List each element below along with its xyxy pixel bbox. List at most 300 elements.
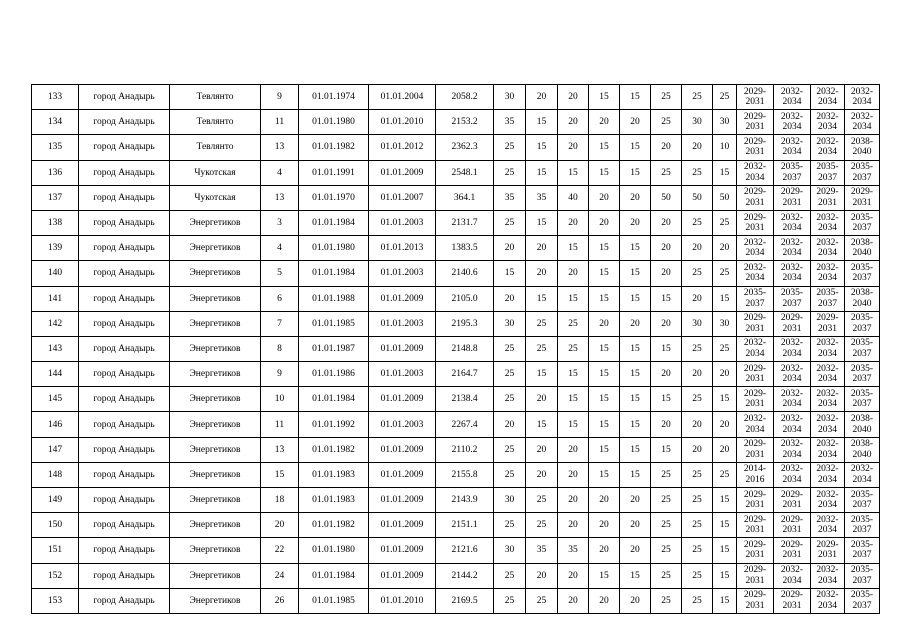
area-cell: 2151.1 xyxy=(436,513,494,538)
wear-value-cell: 35 xyxy=(526,185,558,210)
wear-value-cell: 15 xyxy=(526,210,558,235)
repair-period-cell xyxy=(811,261,845,286)
period-end: 2031 xyxy=(782,197,802,208)
area-cell: 2140.6 xyxy=(436,261,494,286)
period-end: 2034 xyxy=(818,348,837,359)
period-end: 2034 xyxy=(852,474,872,485)
row-number-cell: 149 xyxy=(32,488,79,513)
wear-value-cell: 20 xyxy=(651,362,682,387)
wear-value-cell: 15 xyxy=(620,437,651,462)
period-end: 2034 xyxy=(818,223,837,234)
wear-value-cell: 20 xyxy=(589,311,620,336)
city-cell: город Анадырь xyxy=(79,261,170,286)
period-end: 2034 xyxy=(782,474,802,485)
wear-value-cell: 35 xyxy=(494,110,526,135)
wear-value-cell: 25 xyxy=(682,538,713,563)
repair-period-cell xyxy=(737,85,774,110)
wear-value-cell: 15 xyxy=(526,362,558,387)
wear-value-cell: 25 xyxy=(682,513,713,538)
period-end: 2034 xyxy=(818,600,837,611)
commission-date-cell: 01.01.1992 xyxy=(299,412,369,437)
period-start: 2029- xyxy=(743,590,767,601)
wear-value-cell: 25 xyxy=(713,462,737,487)
period-start: 2032- xyxy=(816,338,839,349)
period-start: 2035- xyxy=(850,388,874,399)
period-end: 2031 xyxy=(745,600,765,611)
wear-value-cell: 25 xyxy=(494,563,526,588)
period-start: 2029- xyxy=(743,514,767,525)
repair-period-cell xyxy=(737,488,774,513)
wear-value-cell: 15 xyxy=(589,387,620,412)
wear-value-cell: 15 xyxy=(526,160,558,185)
wear-value-cell: 20 xyxy=(620,513,651,538)
wear-value-cell: 20 xyxy=(526,387,558,412)
wear-value-cell: 15 xyxy=(713,538,737,563)
last-repair-date-cell: 01.01.2009 xyxy=(369,160,436,185)
wear-value-cell: 25 xyxy=(713,261,737,286)
last-repair-date-cell: 01.01.2003 xyxy=(369,362,436,387)
table-row xyxy=(32,210,880,235)
repair-period-cell xyxy=(774,210,811,235)
street-cell: Энергетиков xyxy=(170,336,261,361)
wear-value-cell: 20 xyxy=(494,412,526,437)
wear-value-cell: 25 xyxy=(682,387,713,412)
city-cell: город Анадырь xyxy=(79,236,170,261)
period-end: 2034 xyxy=(745,348,765,359)
repair-period-cell xyxy=(845,362,880,387)
wear-value-cell: 25 xyxy=(558,311,589,336)
table-row xyxy=(32,588,880,613)
period-start: 2032- xyxy=(780,136,804,147)
table-row xyxy=(32,286,880,311)
period-end: 2034 xyxy=(818,424,837,435)
repair-period-cell xyxy=(845,437,880,462)
period-end: 2037 xyxy=(852,323,872,334)
wear-value-cell: 15 xyxy=(589,135,620,160)
wear-value-cell: 25 xyxy=(526,588,558,613)
wear-value-cell: 20 xyxy=(558,261,589,286)
wear-value-cell: 15 xyxy=(651,286,682,311)
wear-value-cell: 20 xyxy=(558,488,589,513)
wear-value-cell: 15 xyxy=(558,362,589,387)
wear-value-cell: 20 xyxy=(620,488,651,513)
wear-value-cell: 30 xyxy=(494,311,526,336)
commission-date-cell: 01.01.1980 xyxy=(299,110,369,135)
wear-value-cell: 20 xyxy=(620,210,651,235)
repair-period-cell xyxy=(737,336,774,361)
repair-period-cell xyxy=(774,488,811,513)
period-start: 2032- xyxy=(816,136,839,147)
period-end: 2034 xyxy=(818,500,837,511)
period-end: 2034 xyxy=(782,223,802,234)
wear-value-cell: 15 xyxy=(589,362,620,387)
wear-value-cell: 15 xyxy=(620,85,651,110)
repair-period-cell xyxy=(811,538,845,563)
wear-value-cell: 25 xyxy=(682,588,713,613)
wear-value-cell: 10 xyxy=(713,135,737,160)
wear-value-cell: 20 xyxy=(526,261,558,286)
period-start: 2038- xyxy=(850,414,874,425)
house-number-cell: 8 xyxy=(261,336,299,361)
wear-value-cell: 15 xyxy=(651,387,682,412)
repair-period-cell xyxy=(811,286,845,311)
wear-value-cell: 15 xyxy=(651,336,682,361)
wear-value-cell: 15 xyxy=(620,563,651,588)
repair-period-cell xyxy=(774,110,811,135)
repair-period-cell xyxy=(811,185,845,210)
wear-value-cell: 20 xyxy=(558,110,589,135)
wear-value-cell: 30 xyxy=(682,110,713,135)
wear-value-cell: 25 xyxy=(494,513,526,538)
repair-period-cell xyxy=(737,135,774,160)
repair-period-cell xyxy=(774,437,811,462)
table-row xyxy=(32,513,880,538)
repair-period-cell xyxy=(811,160,845,185)
wear-value-cell: 30 xyxy=(713,110,737,135)
last-repair-date-cell: 01.01.2009 xyxy=(369,387,436,412)
wear-value-cell: 20 xyxy=(526,563,558,588)
period-end: 2034 xyxy=(818,374,837,385)
period-end: 2031 xyxy=(745,374,765,385)
repair-period-cell xyxy=(737,362,774,387)
repair-period-cell xyxy=(774,563,811,588)
wear-value-cell: 20 xyxy=(558,210,589,235)
commission-date-cell: 01.01.1983 xyxy=(299,488,369,513)
city-cell: город Анадырь xyxy=(79,412,170,437)
row-number-cell: 139 xyxy=(32,236,79,261)
last-repair-date-cell: 01.01.2007 xyxy=(369,185,436,210)
wear-value-cell: 20 xyxy=(682,412,713,437)
period-start: 2032- xyxy=(780,414,804,425)
house-number-cell: 13 xyxy=(261,135,299,160)
period-start: 2032- xyxy=(816,262,839,273)
repair-period-cell xyxy=(774,85,811,110)
commission-date-cell: 01.01.1980 xyxy=(299,538,369,563)
period-start: 2029- xyxy=(816,187,839,198)
period-end: 2031 xyxy=(782,525,802,536)
area-cell: 2164.7 xyxy=(436,362,494,387)
wear-value-cell: 25 xyxy=(651,588,682,613)
period-start: 2029- xyxy=(743,363,767,374)
repair-period-cell xyxy=(845,462,880,487)
wear-value-cell: 25 xyxy=(651,462,682,487)
wear-value-cell: 20 xyxy=(589,488,620,513)
period-start: 2035- xyxy=(850,212,874,223)
wear-value-cell: 20 xyxy=(682,236,713,261)
wear-value-cell: 15 xyxy=(620,412,651,437)
period-end: 2034 xyxy=(782,449,802,460)
street-cell: Энергетиков xyxy=(170,362,261,387)
house-number-cell: 4 xyxy=(261,160,299,185)
period-end: 2037 xyxy=(852,348,872,359)
house-number-cell: 5 xyxy=(261,261,299,286)
wear-value-cell: 20 xyxy=(620,538,651,563)
period-end: 2037 xyxy=(852,600,872,611)
wear-value-cell: 20 xyxy=(620,110,651,135)
period-end: 2037 xyxy=(782,298,802,309)
table-row xyxy=(32,85,880,110)
wear-value-cell: 25 xyxy=(651,160,682,185)
wear-value-cell: 25 xyxy=(494,362,526,387)
wear-value-cell: 15 xyxy=(526,110,558,135)
wear-value-cell: 15 xyxy=(713,387,737,412)
last-repair-date-cell: 01.01.2010 xyxy=(369,588,436,613)
repair-period-cell xyxy=(774,160,811,185)
house-number-cell: 7 xyxy=(261,311,299,336)
commission-date-cell: 01.01.1986 xyxy=(299,362,369,387)
period-start: 2032- xyxy=(780,111,804,122)
wear-value-cell: 15 xyxy=(558,160,589,185)
period-start: 2032- xyxy=(816,489,839,500)
street-cell: Энергетиков xyxy=(170,236,261,261)
table-row xyxy=(32,437,880,462)
street-cell: Тевлянто xyxy=(170,135,261,160)
wear-value-cell: 15 xyxy=(620,160,651,185)
city-cell: город Анадырь xyxy=(79,110,170,135)
period-end: 2031 xyxy=(745,399,765,410)
period-end: 2031 xyxy=(818,550,837,561)
street-cell: Энергетиков xyxy=(170,387,261,412)
area-cell: 2121.6 xyxy=(436,538,494,563)
wear-value-cell: 25 xyxy=(526,336,558,361)
commission-date-cell: 01.01.1983 xyxy=(299,462,369,487)
period-end: 2034 xyxy=(818,449,837,460)
repair-period-cell xyxy=(774,362,811,387)
table-row xyxy=(32,261,880,286)
wear-value-cell: 20 xyxy=(589,538,620,563)
wear-value-cell: 50 xyxy=(682,185,713,210)
street-cell: Энергетиков xyxy=(170,210,261,235)
table-row xyxy=(32,135,880,160)
city-cell: город Анадырь xyxy=(79,85,170,110)
period-end: 2037 xyxy=(818,298,837,309)
wear-value-cell: 20 xyxy=(558,513,589,538)
wear-value-cell: 25 xyxy=(494,462,526,487)
wear-value-cell: 20 xyxy=(589,588,620,613)
repair-period-cell xyxy=(845,286,880,311)
last-repair-date-cell: 01.01.2009 xyxy=(369,513,436,538)
area-cell: 2143.9 xyxy=(436,488,494,513)
period-end: 2034 xyxy=(818,147,837,158)
street-cell: Энергетиков xyxy=(170,462,261,487)
period-end: 2034 xyxy=(818,474,837,485)
wear-value-cell: 20 xyxy=(682,286,713,311)
period-start: 2032- xyxy=(816,590,839,601)
repair-period-cell xyxy=(737,160,774,185)
house-number-cell: 13 xyxy=(261,437,299,462)
last-repair-date-cell: 01.01.2009 xyxy=(369,462,436,487)
commission-date-cell: 01.01.1984 xyxy=(299,210,369,235)
period-end: 2034 xyxy=(782,122,802,133)
commission-date-cell: 01.01.1982 xyxy=(299,513,369,538)
wear-value-cell: 30 xyxy=(494,488,526,513)
wear-value-cell: 25 xyxy=(494,588,526,613)
period-start: 2038- xyxy=(850,439,874,450)
period-end: 2031 xyxy=(782,323,802,334)
wear-value-cell: 20 xyxy=(494,286,526,311)
repair-period-cell xyxy=(811,110,845,135)
wear-value-cell: 50 xyxy=(713,185,737,210)
period-start: 2029- xyxy=(743,388,767,399)
wear-value-cell: 20 xyxy=(713,412,737,437)
repair-period-cell xyxy=(811,412,845,437)
repair-period-cell xyxy=(737,387,774,412)
commission-date-cell: 01.01.1982 xyxy=(299,135,369,160)
period-end: 2034 xyxy=(818,575,837,586)
wear-value-cell: 25 xyxy=(682,462,713,487)
wear-value-cell: 35 xyxy=(494,185,526,210)
period-end: 2034 xyxy=(818,273,837,284)
repair-period-cell xyxy=(737,462,774,487)
area-cell: 2169.5 xyxy=(436,588,494,613)
period-start: 2032- xyxy=(780,262,804,273)
period-start: 2035- xyxy=(816,288,839,299)
period-end: 2037 xyxy=(818,172,837,183)
wear-value-cell: 25 xyxy=(713,210,737,235)
repair-period-cell xyxy=(737,513,774,538)
house-number-cell: 18 xyxy=(261,488,299,513)
city-cell: город Анадырь xyxy=(79,387,170,412)
period-start: 2032- xyxy=(743,338,767,349)
commission-date-cell: 01.01.1980 xyxy=(299,236,369,261)
city-cell: город Анадырь xyxy=(79,488,170,513)
street-cell: Энергетиков xyxy=(170,437,261,462)
period-start: 2032- xyxy=(780,565,804,576)
period-start: 2032- xyxy=(780,237,804,248)
last-repair-date-cell: 01.01.2009 xyxy=(369,538,436,563)
period-start: 2029- xyxy=(780,187,804,198)
wear-value-cell: 20 xyxy=(713,437,737,462)
last-repair-date-cell: 01.01.2003 xyxy=(369,412,436,437)
repair-period-cell xyxy=(811,488,845,513)
repair-period-cell xyxy=(845,236,880,261)
repair-period-cell xyxy=(774,387,811,412)
wear-value-cell: 20 xyxy=(526,236,558,261)
period-start: 2029- xyxy=(743,86,767,97)
period-start: 2032- xyxy=(816,439,839,450)
period-start: 2035- xyxy=(850,262,874,273)
period-start: 2035- xyxy=(850,514,874,525)
period-start: 2035- xyxy=(780,288,804,299)
period-end: 2034 xyxy=(852,122,872,133)
city-cell: город Анадырь xyxy=(79,336,170,361)
period-end: 2031 xyxy=(782,600,802,611)
period-start: 2032- xyxy=(816,388,839,399)
period-start: 2029- xyxy=(850,187,874,198)
table-row xyxy=(32,236,880,261)
street-cell: Энергетиков xyxy=(170,261,261,286)
wear-value-cell: 15 xyxy=(558,236,589,261)
wear-value-cell: 25 xyxy=(494,387,526,412)
repair-period-cell xyxy=(737,437,774,462)
row-number-cell: 145 xyxy=(32,387,79,412)
street-cell: Чукотская xyxy=(170,160,261,185)
wear-value-cell: 25 xyxy=(682,563,713,588)
table-row xyxy=(32,110,880,135)
wear-value-cell: 25 xyxy=(494,135,526,160)
area-cell: 2148.8 xyxy=(436,336,494,361)
last-repair-date-cell: 01.01.2003 xyxy=(369,261,436,286)
repair-period-cell xyxy=(811,210,845,235)
period-start: 2029- xyxy=(816,539,839,550)
repair-period-cell xyxy=(774,588,811,613)
wear-value-cell: 15 xyxy=(620,236,651,261)
wear-value-cell: 20 xyxy=(651,210,682,235)
city-cell: город Анадырь xyxy=(79,563,170,588)
repair-period-cell xyxy=(737,210,774,235)
wear-value-cell: 15 xyxy=(713,160,737,185)
city-cell: город Анадырь xyxy=(79,210,170,235)
repair-period-cell xyxy=(811,563,845,588)
wear-value-cell: 20 xyxy=(651,236,682,261)
period-start: 2035- xyxy=(850,539,874,550)
wear-value-cell: 40 xyxy=(558,185,589,210)
period-start: 2032- xyxy=(850,86,874,97)
repair-period-cell xyxy=(845,85,880,110)
repair-period-cell xyxy=(845,210,880,235)
period-end: 2031 xyxy=(745,323,765,334)
repair-period-cell xyxy=(737,538,774,563)
house-number-cell: 22 xyxy=(261,538,299,563)
repair-period-cell xyxy=(845,412,880,437)
area-cell: 2058.2 xyxy=(436,85,494,110)
repair-period-cell xyxy=(845,135,880,160)
period-start: 2032- xyxy=(816,514,839,525)
area-cell: 364.1 xyxy=(436,185,494,210)
period-end: 2040 xyxy=(852,147,872,158)
area-cell: 2267.4 xyxy=(436,412,494,437)
period-end: 2031 xyxy=(745,147,765,158)
repair-period-cell xyxy=(774,412,811,437)
wear-value-cell: 20 xyxy=(558,462,589,487)
wear-value-cell: 20 xyxy=(651,412,682,437)
street-cell: Энергетиков xyxy=(170,563,261,588)
wear-value-cell: 20 xyxy=(526,462,558,487)
period-start: 2032- xyxy=(816,237,839,248)
wear-value-cell: 15 xyxy=(589,160,620,185)
period-end: 2031 xyxy=(745,500,765,511)
street-cell: Тевлянто xyxy=(170,110,261,135)
period-end: 2031 xyxy=(745,575,765,586)
table-row xyxy=(32,462,880,487)
period-end: 2034 xyxy=(745,172,765,183)
period-start: 2032- xyxy=(780,212,804,223)
row-number-cell: 133 xyxy=(32,85,79,110)
period-start: 2035- xyxy=(850,363,874,374)
house-number-cell: 3 xyxy=(261,210,299,235)
repair-period-cell xyxy=(774,261,811,286)
commission-date-cell: 01.01.1974 xyxy=(299,85,369,110)
period-start: 2032- xyxy=(816,565,839,576)
period-start: 2035- xyxy=(850,313,874,324)
row-number-cell: 143 xyxy=(32,336,79,361)
period-start: 2032- xyxy=(816,363,839,374)
wear-value-cell: 20 xyxy=(589,110,620,135)
period-end: 2034 xyxy=(745,273,765,284)
period-start: 2035- xyxy=(850,590,874,601)
period-start: 2029- xyxy=(743,313,767,324)
table-row xyxy=(32,336,880,361)
wear-value-cell: 25 xyxy=(651,513,682,538)
period-end: 2037 xyxy=(852,399,872,410)
wear-value-cell: 15 xyxy=(620,261,651,286)
period-start: 2032- xyxy=(743,162,767,173)
period-start: 2014- xyxy=(743,464,767,475)
repair-period-cell xyxy=(774,311,811,336)
commission-date-cell: 01.01.1982 xyxy=(299,437,369,462)
row-number-cell: 148 xyxy=(32,462,79,487)
wear-value-cell: 15 xyxy=(558,412,589,437)
